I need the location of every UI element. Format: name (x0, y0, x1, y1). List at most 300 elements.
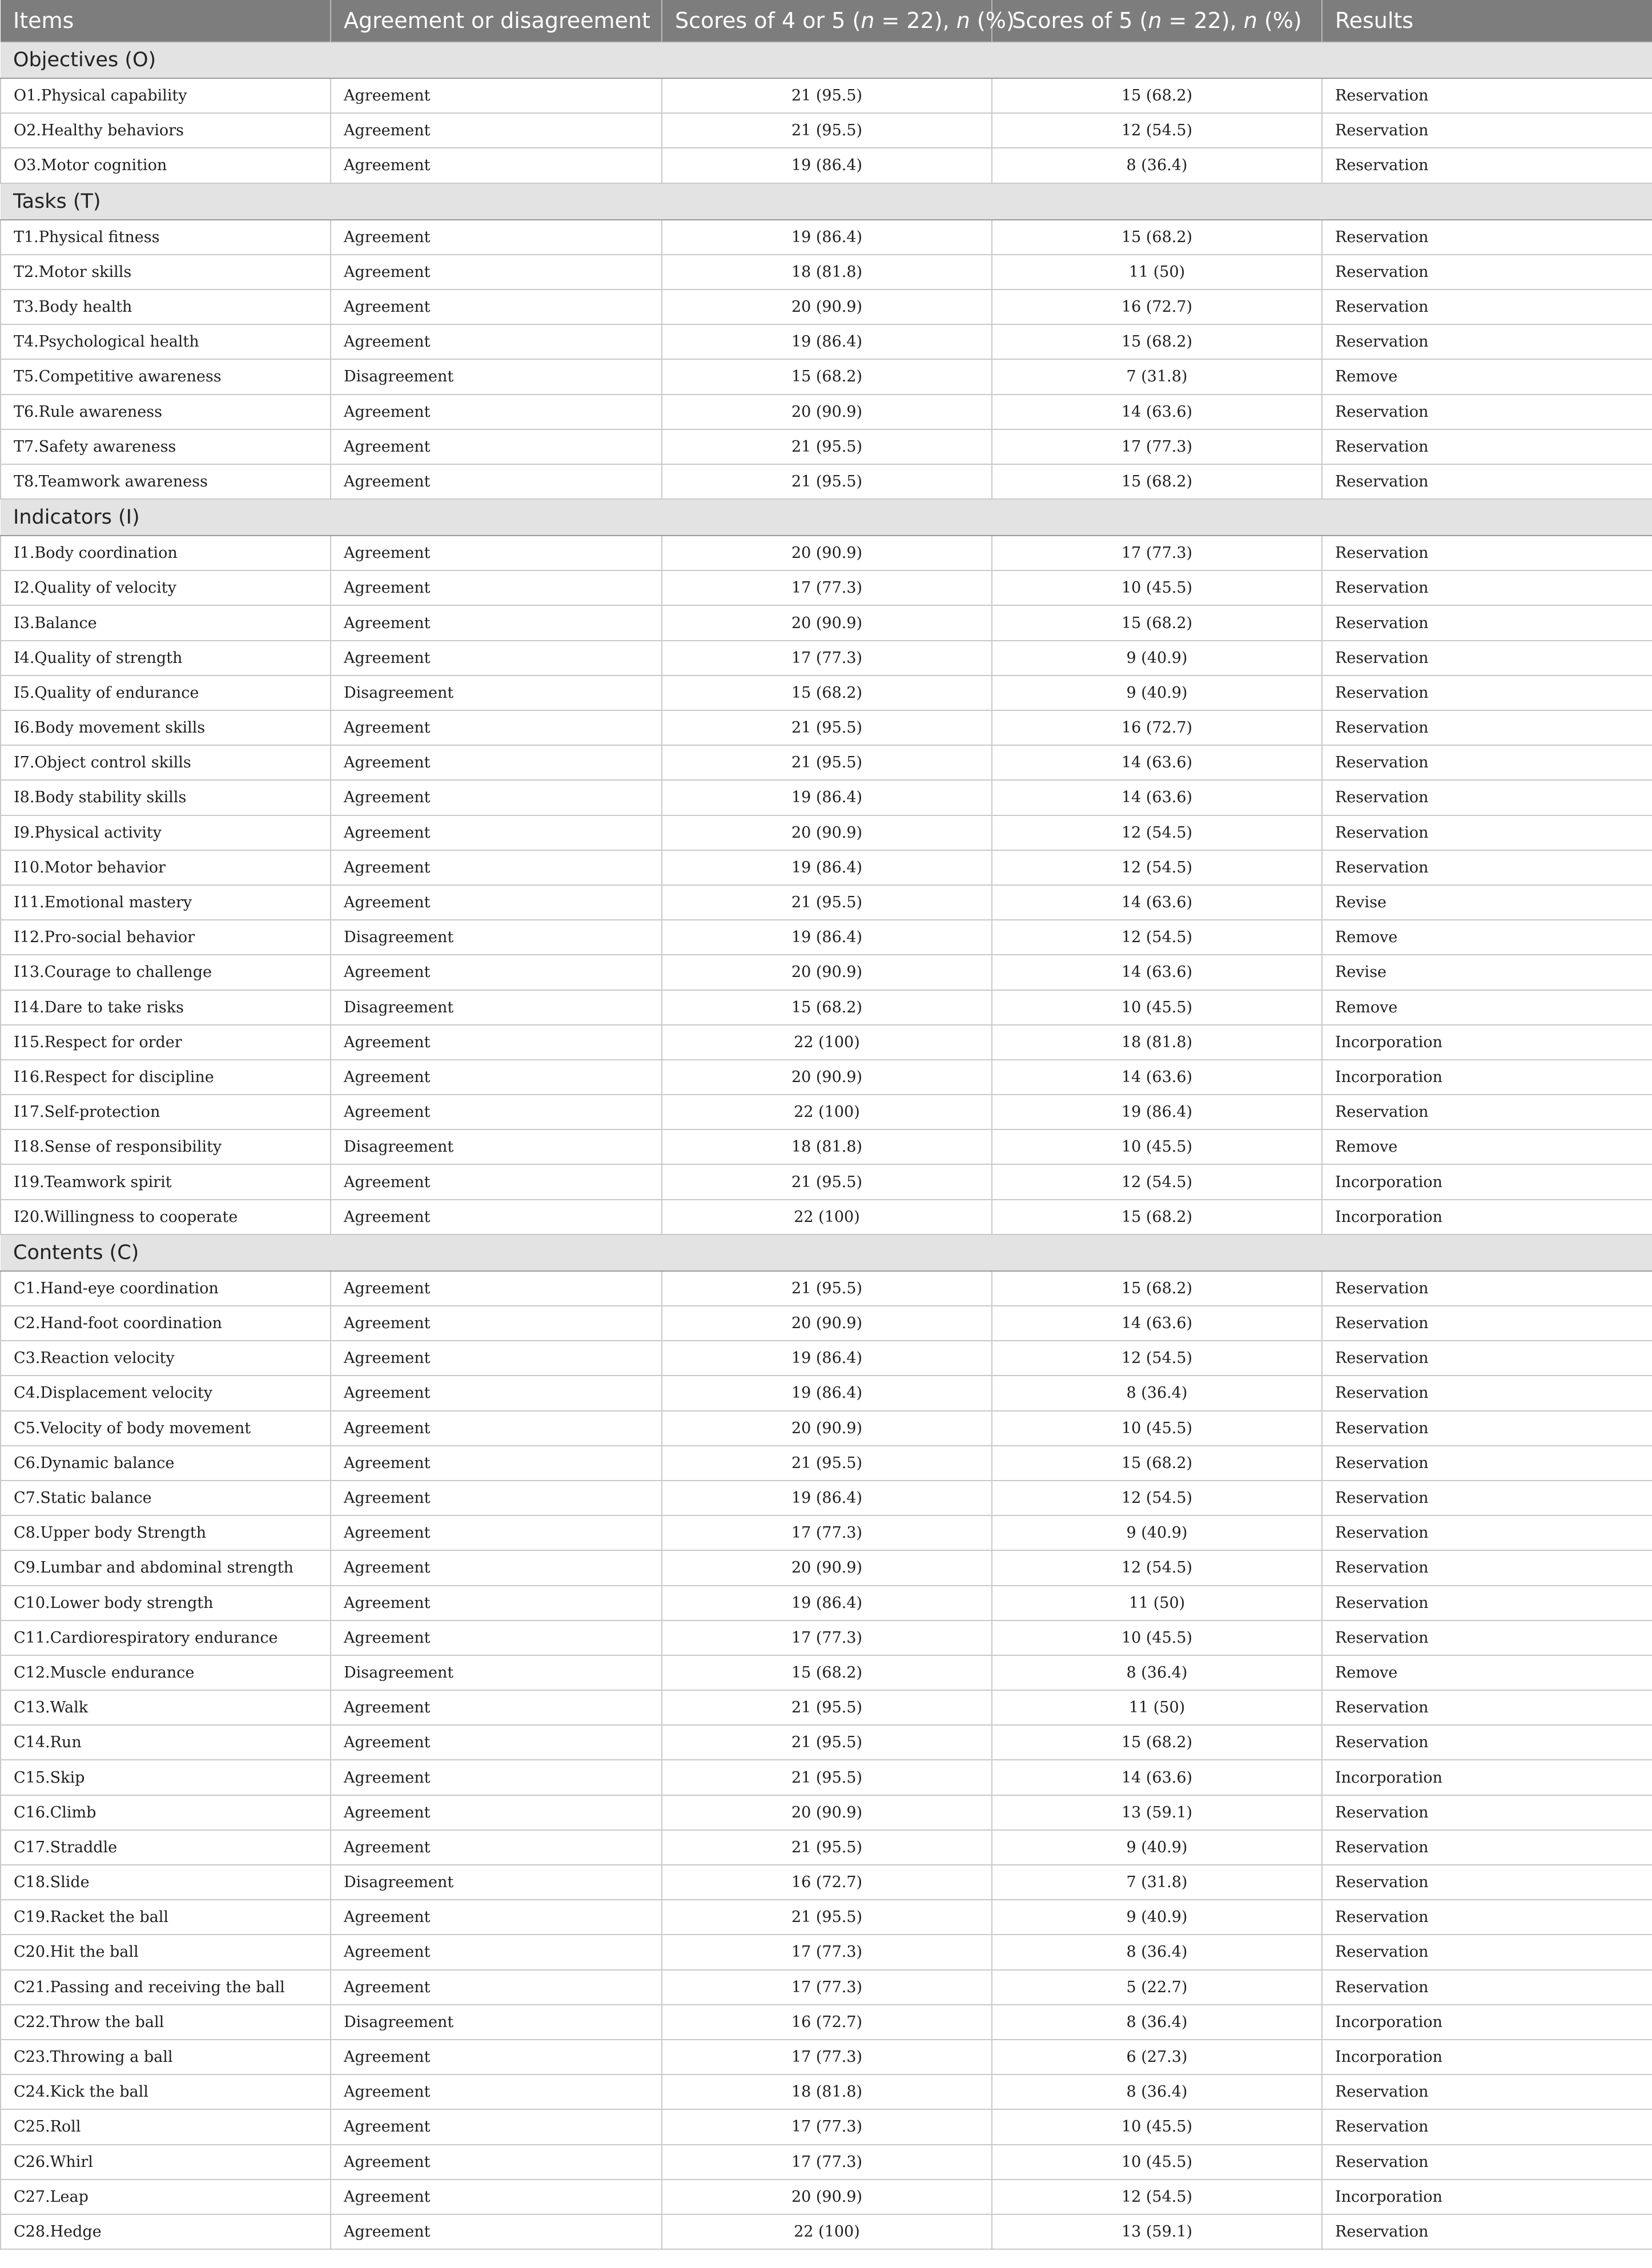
column-header-items: Items (1, 0, 331, 42)
agreement-cell: Agreement (331, 1620, 662, 1655)
agreement-cell: Agreement (331, 1550, 662, 1585)
agreement-cell: Agreement (331, 570, 662, 605)
scores-5-cell: 15 (68.2) (992, 324, 1322, 359)
agreement-cell: Agreement (331, 113, 662, 148)
agreement-cell: Agreement (331, 1830, 662, 1865)
result-cell: Reservation (1322, 675, 1652, 710)
item-cell: I4.Quality of strength (1, 641, 331, 675)
agreement-cell: Agreement (331, 1760, 662, 1795)
item-cell: C7.Static balance (1, 1481, 331, 1515)
item-cell: C3.Reaction velocity (1, 1341, 331, 1376)
scores-4-or-5-cell: 21 (95.5) (662, 745, 992, 780)
agreement-cell: Agreement (331, 2109, 662, 2144)
scores-5-cell: 12 (54.5) (992, 1550, 1322, 1585)
agreement-cell: Agreement (331, 1690, 662, 1725)
table-row (1, 955, 1652, 990)
scores-4-or-5-cell: 17 (77.3) (662, 1935, 992, 1969)
scores-5-cell: 15 (68.2) (992, 78, 1322, 113)
result-cell: Reservation (1322, 1306, 1652, 1341)
item-cell: C10.Lower body strength (1, 1586, 331, 1620)
scores-5-cell: 12 (54.5) (992, 113, 1322, 148)
table-row (1, 1830, 1652, 1865)
table-row (1, 1760, 1652, 1795)
scores-5-cell: 10 (45.5) (992, 1620, 1322, 1655)
scores-4-or-5-cell: 21 (95.5) (662, 1830, 992, 1865)
agreement-cell: Agreement (331, 1586, 662, 1620)
scores-4-or-5-cell: 19 (86.4) (662, 780, 992, 815)
result-cell: Reservation (1322, 1620, 1652, 1655)
section-title: Objectives (O) (1, 42, 1652, 78)
scores-5-cell: 8 (36.4) (992, 2074, 1322, 2109)
scores-4-or-5-cell: 21 (95.5) (662, 78, 992, 113)
agreement-cell: Agreement (331, 148, 662, 183)
table-row (1, 1025, 1652, 1060)
table-row (1, 1200, 1652, 1234)
result-cell: Remove (1322, 1655, 1652, 1690)
agreement-cell: Agreement (331, 2145, 662, 2179)
table-row (1, 1865, 1652, 1900)
table-row (1, 920, 1652, 955)
agreement-cell: Agreement (331, 1515, 662, 1550)
agreement-cell: Agreement (331, 2179, 662, 2214)
item-cell: I6.Body movement skills (1, 710, 331, 745)
result-cell: Reservation (1322, 1970, 1652, 2005)
item-cell: T6.Rule awareness (1, 395, 331, 429)
scores-5-cell: 12 (54.5) (992, 2179, 1322, 2214)
table-row (1, 1271, 1652, 1306)
item-cell: I9.Physical activity (1, 815, 331, 850)
item-cell: I16.Respect for discipline (1, 1060, 331, 1095)
table-row (1, 255, 1652, 289)
table-row (1, 2179, 1652, 2214)
agreement-cell: Agreement (331, 1060, 662, 1095)
scores-4-or-5-cell: 17 (77.3) (662, 641, 992, 675)
table-row (1, 2109, 1652, 2144)
scores-4-or-5-cell: 21 (95.5) (662, 1446, 992, 1481)
agreement-cell: Disagreement (331, 920, 662, 955)
scores-4-or-5-cell: 21 (95.5) (662, 710, 992, 745)
result-cell: Remove (1322, 990, 1652, 1025)
scores-4-or-5-cell: 21 (95.5) (662, 464, 992, 499)
scores-5-cell: 9 (40.9) (992, 641, 1322, 675)
item-cell: C1.Hand-eye coordination (1, 1271, 331, 1306)
scores-4-or-5-cell: 20 (90.9) (662, 536, 992, 570)
table-row (1, 745, 1652, 780)
scores-4-or-5-cell: 21 (95.5) (662, 885, 992, 920)
result-cell: Revise (1322, 885, 1652, 920)
item-cell: I3.Balance (1, 605, 331, 640)
item-cell: C24.Kick the ball (1, 2074, 331, 2109)
result-cell: Incorporation (1322, 2005, 1652, 2040)
scores-5-cell: 9 (40.9) (992, 675, 1322, 710)
scores-5-cell: 16 (72.7) (992, 710, 1322, 745)
table-row (1, 710, 1652, 745)
table-row (1, 429, 1652, 464)
item-cell: C22.Throw the ball (1, 2005, 331, 2040)
result-cell: Reservation (1322, 1481, 1652, 1515)
header-row (1, 0, 1652, 42)
table-row (1, 464, 1652, 499)
table-row (1, 1586, 1652, 1620)
result-cell: Incorporation (1322, 1025, 1652, 1060)
result-cell: Reservation (1322, 464, 1652, 499)
scores-4-or-5-cell: 21 (95.5) (662, 1725, 992, 1760)
table-row (1, 641, 1652, 675)
item-cell: C26.Whirl (1, 2145, 331, 2179)
header-text: Scores of 5 ( (1012, 8, 1148, 33)
scores-4-or-5-cell: 16 (72.7) (662, 2005, 992, 2040)
table-row (1, 1376, 1652, 1410)
section-title: Tasks (T) (1, 183, 1652, 220)
result-cell: Reservation (1322, 1550, 1652, 1585)
item-cell: C14.Run (1, 1725, 331, 1760)
scores-4-or-5-cell: 21 (95.5) (662, 1900, 992, 1935)
scores-4-or-5-cell: 18 (81.8) (662, 2074, 992, 2109)
agreement-cell: Agreement (331, 1376, 662, 1410)
scores-5-cell: 7 (31.8) (992, 359, 1322, 394)
scores-4-or-5-cell: 20 (90.9) (662, 1411, 992, 1446)
agreement-cell: Agreement (331, 1271, 662, 1306)
result-cell: Reservation (1322, 255, 1652, 289)
table-row (1, 1446, 1652, 1481)
agreement-cell: Agreement (331, 605, 662, 640)
table-row (1, 780, 1652, 815)
table-row (1, 885, 1652, 920)
agreement-cell: Disagreement (331, 359, 662, 394)
scores-5-cell: 9 (40.9) (992, 1900, 1322, 1935)
table-row (1, 1550, 1652, 1585)
result-cell: Reservation (1322, 2214, 1652, 2249)
table-row (1, 815, 1652, 850)
scores-4-or-5-cell: 20 (90.9) (662, 2179, 992, 2214)
header-text: = 22), (1161, 8, 1244, 33)
scores-5-cell: 8 (36.4) (992, 1655, 1322, 1690)
agreement-cell: Disagreement (331, 2005, 662, 2040)
scores-5-cell: 7 (31.8) (992, 1865, 1322, 1900)
scores-5-cell: 6 (27.3) (992, 2040, 1322, 2074)
item-cell: C12.Muscle endurance (1, 1655, 331, 1690)
result-cell: Reservation (1322, 780, 1652, 815)
table-row (1, 1795, 1652, 1830)
item-cell: C28.Hedge (1, 2214, 331, 2249)
agreement-cell: Agreement (331, 885, 662, 920)
result-cell: Reservation (1322, 113, 1652, 148)
result-cell: Reservation (1322, 570, 1652, 605)
scores-5-cell: 12 (54.5) (992, 850, 1322, 885)
result-cell: Reservation (1322, 1515, 1652, 1550)
item-cell: C18.Slide (1, 1865, 331, 1900)
table-row (1, 1060, 1652, 1095)
column-header-results: Results (1322, 0, 1652, 42)
result-cell: Remove (1322, 920, 1652, 955)
scores-5-cell: 18 (81.8) (992, 1025, 1322, 1060)
header-text: Scores of 4 or 5 ( (675, 8, 861, 33)
item-cell: I14.Dare to take risks (1, 990, 331, 1025)
agreement-cell: Disagreement (331, 990, 662, 1025)
scores-4-or-5-cell: 17 (77.3) (662, 1515, 992, 1550)
section-header-row (1, 499, 1652, 536)
item-cell: I18.Sense of responsibility (1, 1129, 331, 1164)
section-title: Contents (C) (1, 1234, 1652, 1271)
result-cell: Reservation (1322, 324, 1652, 359)
table-row (1, 1515, 1652, 1550)
result-cell: Reservation (1322, 148, 1652, 183)
table-row (1, 1935, 1652, 1969)
scores-5-cell: 10 (45.5) (992, 2145, 1322, 2179)
scores-4-or-5-cell: 19 (86.4) (662, 1376, 992, 1410)
item-cell: C17.Straddle (1, 1830, 331, 1865)
table-row (1, 359, 1652, 394)
table-row (1, 2145, 1652, 2179)
scores-4-or-5-cell: 19 (86.4) (662, 850, 992, 885)
table-row (1, 289, 1652, 324)
item-cell: T1.Physical fitness (1, 220, 331, 255)
result-cell: Reservation (1322, 2145, 1652, 2179)
result-cell: Reservation (1322, 2074, 1652, 2109)
agreement-cell: Agreement (331, 395, 662, 429)
item-cell: I12.Pro-social behavior (1, 920, 331, 955)
scores-4-or-5-cell: 20 (90.9) (662, 1795, 992, 1830)
section-header-row (1, 1234, 1652, 1271)
scores-4-or-5-cell: 19 (86.4) (662, 1481, 992, 1515)
scores-5-cell: 8 (36.4) (992, 1935, 1322, 1969)
agreement-cell: Agreement (331, 1411, 662, 1446)
scores-4-or-5-cell: 22 (100) (662, 1095, 992, 1129)
scores-4-or-5-cell: 21 (95.5) (662, 1690, 992, 1725)
scores-5-cell: 14 (63.6) (992, 1060, 1322, 1095)
result-cell: Reservation (1322, 395, 1652, 429)
agreement-cell: Agreement (331, 255, 662, 289)
item-cell: I15.Respect for order (1, 1025, 331, 1060)
scores-4-or-5-cell: 21 (95.5) (662, 1760, 992, 1795)
scores-5-cell: 15 (68.2) (992, 1200, 1322, 1234)
table-row (1, 148, 1652, 183)
scores-4-or-5-cell: 19 (86.4) (662, 148, 992, 183)
scores-4-or-5-cell: 15 (68.2) (662, 675, 992, 710)
table-row (1, 570, 1652, 605)
result-cell: Reservation (1322, 1411, 1652, 1446)
table-row (1, 536, 1652, 570)
table-row (1, 2214, 1652, 2249)
table-row (1, 1725, 1652, 1760)
agreement-cell: Disagreement (331, 1865, 662, 1900)
table-row (1, 220, 1652, 255)
scores-5-cell: 15 (68.2) (992, 220, 1322, 255)
item-cell: I10.Motor behavior (1, 850, 331, 885)
result-cell: Reservation (1322, 745, 1652, 780)
agreement-cell: Agreement (331, 220, 662, 255)
scores-4-or-5-cell: 17 (77.3) (662, 2040, 992, 2074)
section-header-row (1, 42, 1652, 78)
result-cell: Reservation (1322, 78, 1652, 113)
scores-5-cell: 12 (54.5) (992, 815, 1322, 850)
agreement-cell: Agreement (331, 1025, 662, 1060)
item-cell: I19.Teamwork spirit (1, 1164, 331, 1199)
item-cell: I8.Body stability skills (1, 780, 331, 815)
result-cell: Reservation (1322, 1900, 1652, 1935)
column-header-agreement: Agreement or disagreement (331, 0, 662, 42)
agreement-cell: Disagreement (331, 1129, 662, 1164)
scores-4-or-5-cell: 21 (95.5) (662, 113, 992, 148)
item-cell: C13.Walk (1, 1690, 331, 1725)
result-cell: Incorporation (1322, 1200, 1652, 1234)
section-title: Indicators (I) (1, 499, 1652, 536)
result-cell: Reservation (1322, 1341, 1652, 1376)
agreement-cell: Agreement (331, 1306, 662, 1341)
table-row (1, 2074, 1652, 2109)
agreement-cell: Disagreement (331, 675, 662, 710)
item-cell: O1.Physical capability (1, 78, 331, 113)
item-cell: C23.Throwing a ball (1, 2040, 331, 2074)
column-header-scores-5 (992, 0, 1322, 42)
result-cell: Reservation (1322, 1830, 1652, 1865)
result-cell: Incorporation (1322, 2179, 1652, 2214)
agreement-cell: Agreement (331, 1900, 662, 1935)
scores-4-or-5-cell: 17 (77.3) (662, 2109, 992, 2144)
scores-5-cell: 13 (59.1) (992, 2214, 1322, 2249)
scores-5-cell: 14 (63.6) (992, 1760, 1322, 1795)
agreement-cell: Agreement (331, 1446, 662, 1481)
agreement-cell: Agreement (331, 1725, 662, 1760)
item-cell: I20.Willingness to cooperate (1, 1200, 331, 1234)
scores-5-cell: 11 (50) (992, 255, 1322, 289)
item-cell: C21.Passing and receiving the ball (1, 1970, 331, 2005)
agreement-cell: Agreement (331, 78, 662, 113)
agreement-cell: Agreement (331, 850, 662, 885)
item-cell: C15.Skip (1, 1760, 331, 1795)
table-body (1, 42, 1652, 2249)
agreement-cell: Agreement (331, 780, 662, 815)
result-cell: Reservation (1322, 1865, 1652, 1900)
scores-4-or-5-cell: 21 (95.5) (662, 429, 992, 464)
table-row (1, 395, 1652, 429)
agreement-cell: Agreement (331, 710, 662, 745)
table-row (1, 2040, 1652, 2074)
item-cell: C6.Dynamic balance (1, 1446, 331, 1481)
scores-4-or-5-cell: 15 (68.2) (662, 990, 992, 1025)
scores-5-cell: 9 (40.9) (992, 1830, 1322, 1865)
item-cell: C5.Velocity of body movement (1, 1411, 331, 1446)
scores-5-cell: 15 (68.2) (992, 1446, 1322, 1481)
item-cell: C16.Climb (1, 1795, 331, 1830)
item-cell: I11.Emotional mastery (1, 885, 331, 920)
agreement-cell: Agreement (331, 1481, 662, 1515)
item-cell: I1.Body coordination (1, 536, 331, 570)
result-cell: Reservation (1322, 1935, 1652, 1969)
scores-5-cell: 8 (36.4) (992, 1376, 1322, 1410)
agreement-cell: Agreement (331, 1200, 662, 1234)
header-n: n (1243, 8, 1257, 33)
agreement-cell: Agreement (331, 289, 662, 324)
scores-5-cell: 14 (63.6) (992, 1306, 1322, 1341)
scores-5-cell: 13 (59.1) (992, 1795, 1322, 1830)
table-row (1, 675, 1652, 710)
result-cell: Remove (1322, 1129, 1652, 1164)
scores-4-or-5-cell: 20 (90.9) (662, 815, 992, 850)
item-cell: I17.Self-protection (1, 1095, 331, 1129)
scores-4-or-5-cell: 20 (90.9) (662, 1060, 992, 1095)
agreement-cell: Agreement (331, 464, 662, 499)
table-row (1, 2005, 1652, 2040)
scores-4-or-5-cell: 17 (77.3) (662, 2145, 992, 2179)
scores-5-cell: 15 (68.2) (992, 464, 1322, 499)
scores-4-or-5-cell: 17 (77.3) (662, 570, 992, 605)
scores-4-or-5-cell: 20 (90.9) (662, 955, 992, 990)
table-row (1, 1970, 1652, 2005)
scores-4-or-5-cell: 20 (90.9) (662, 1550, 992, 1585)
scores-4-or-5-cell: 21 (95.5) (662, 1164, 992, 1199)
table-row (1, 324, 1652, 359)
scores-4-or-5-cell: 19 (86.4) (662, 1341, 992, 1376)
result-cell: Reservation (1322, 815, 1652, 850)
header-n: n (861, 8, 875, 33)
table-row (1, 1690, 1652, 1725)
scores-4-or-5-cell: 15 (68.2) (662, 1655, 992, 1690)
scores-5-cell: 12 (54.5) (992, 1164, 1322, 1199)
agreement-cell: Agreement (331, 1970, 662, 2005)
header-n: n (1148, 8, 1162, 33)
scores-5-cell: 8 (36.4) (992, 2005, 1322, 2040)
scores-4-or-5-cell: 20 (90.9) (662, 395, 992, 429)
table-row (1, 1164, 1652, 1199)
agreement-cell: Agreement (331, 2214, 662, 2249)
item-cell: C27.Leap (1, 2179, 331, 2214)
section-header-row (1, 183, 1652, 220)
header-n: n (956, 8, 970, 33)
table-row (1, 1095, 1652, 1129)
agreement-cell: Agreement (331, 429, 662, 464)
agreement-cell: Agreement (331, 815, 662, 850)
table-row (1, 1341, 1652, 1376)
result-cell: Reservation (1322, 1446, 1652, 1481)
result-cell: Incorporation (1322, 1164, 1652, 1199)
header-text: (%) (1257, 8, 1302, 33)
item-cell: C4.Displacement velocity (1, 1376, 331, 1410)
scores-5-cell: 14 (63.6) (992, 745, 1322, 780)
scores-5-cell: 15 (68.2) (992, 1271, 1322, 1306)
item-cell: O3.Motor cognition (1, 148, 331, 183)
table-row (1, 1620, 1652, 1655)
scores-5-cell: 14 (63.6) (992, 885, 1322, 920)
scores-4-or-5-cell: 20 (90.9) (662, 289, 992, 324)
scores-4-or-5-cell: 22 (100) (662, 2214, 992, 2249)
table-row (1, 605, 1652, 640)
result-cell: Reservation (1322, 429, 1652, 464)
scores-5-cell: 9 (40.9) (992, 1515, 1322, 1550)
table-row (1, 850, 1652, 885)
result-cell: Reservation (1322, 641, 1652, 675)
item-cell: T3.Body health (1, 289, 331, 324)
item-cell: T5.Competitive awareness (1, 359, 331, 394)
scores-5-cell: 11 (50) (992, 1586, 1322, 1620)
scores-5-cell: 10 (45.5) (992, 570, 1322, 605)
scores-5-cell: 10 (45.5) (992, 2109, 1322, 2144)
result-cell: Reservation (1322, 1690, 1652, 1725)
scores-4-or-5-cell: 19 (86.4) (662, 220, 992, 255)
scores-5-cell: 10 (45.5) (992, 990, 1322, 1025)
result-cell: Reservation (1322, 1095, 1652, 1129)
table-row (1, 1306, 1652, 1341)
result-cell: Reservation (1322, 1586, 1652, 1620)
table-row (1, 113, 1652, 148)
agreement-cell: Agreement (331, 1341, 662, 1376)
scores-4-or-5-cell: 22 (100) (662, 1200, 992, 1234)
scores-4-or-5-cell: 20 (90.9) (662, 1306, 992, 1341)
table-row (1, 1481, 1652, 1515)
scores-4-or-5-cell: 19 (86.4) (662, 324, 992, 359)
result-cell: Reservation (1322, 289, 1652, 324)
scores-5-cell: 17 (77.3) (992, 536, 1322, 570)
